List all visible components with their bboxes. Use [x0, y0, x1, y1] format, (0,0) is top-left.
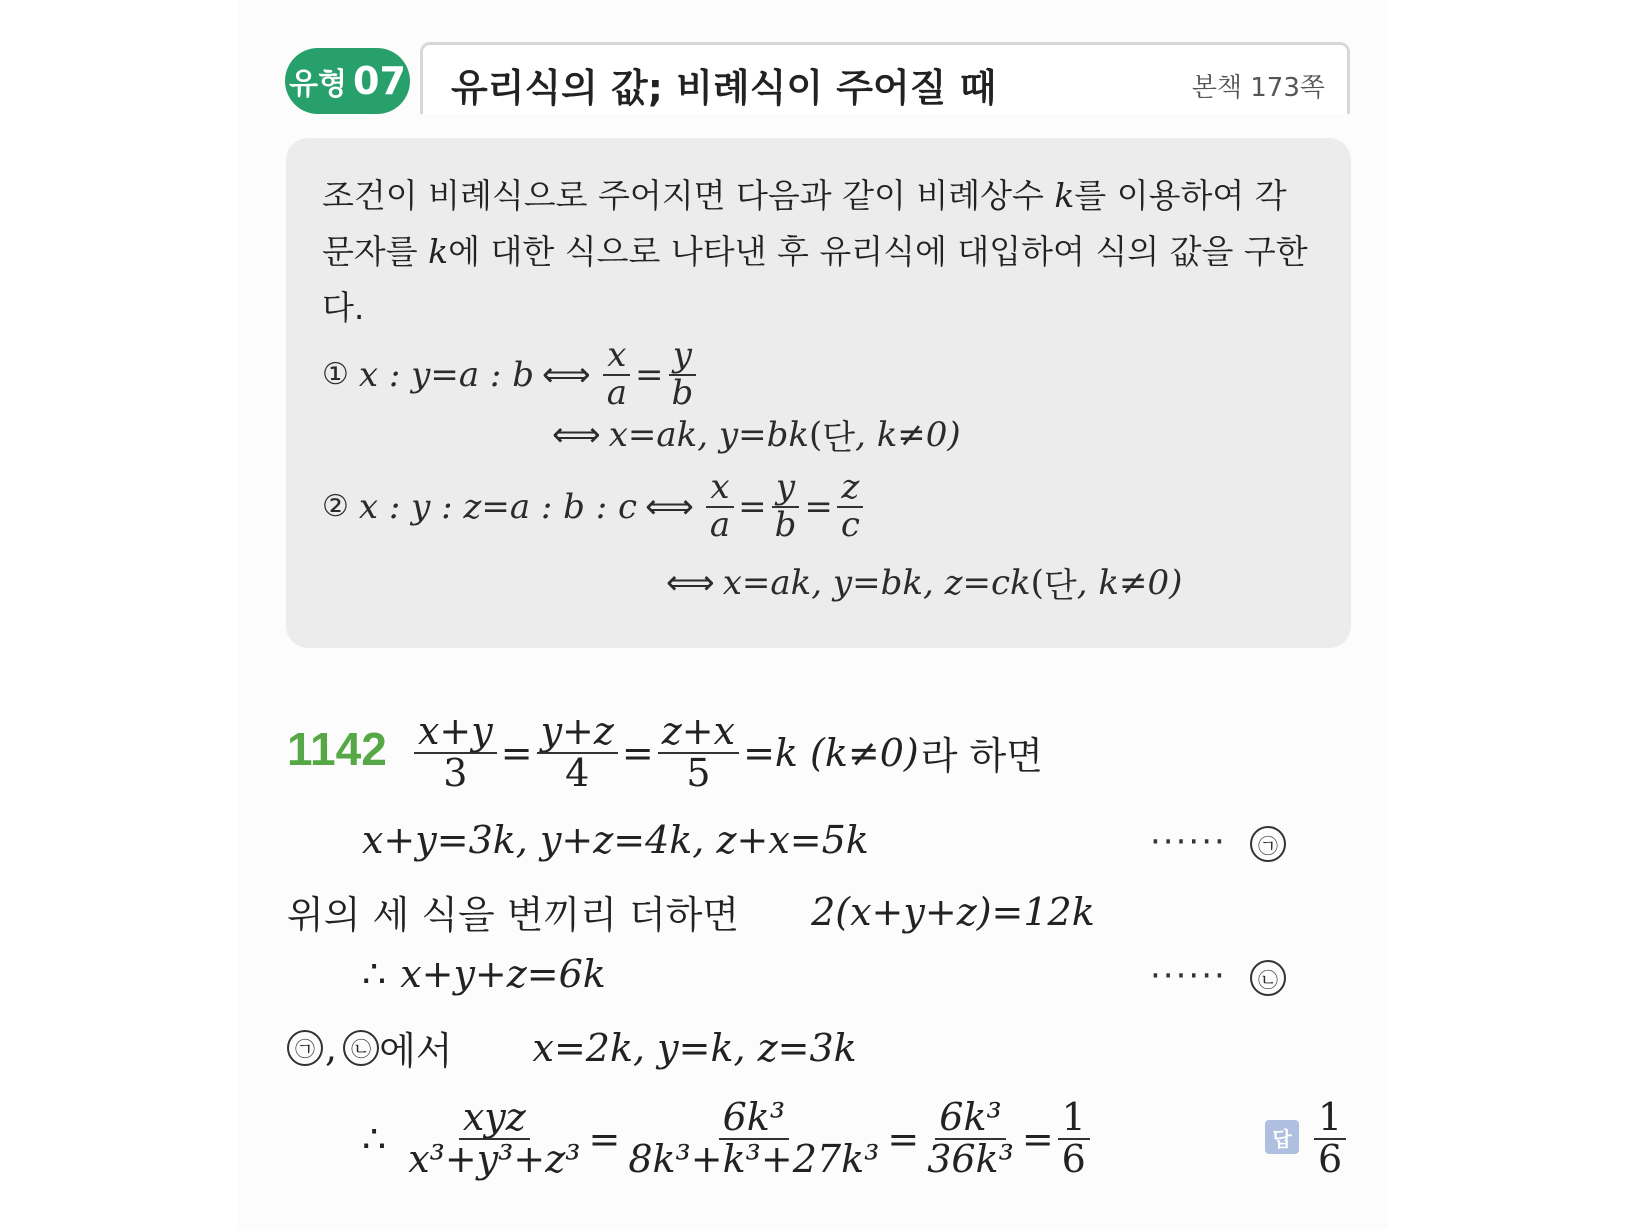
concept-description: [322, 168, 1322, 336]
solution-line-3-math: x+y+z=6k: [400, 952, 606, 996]
type-badge: [285, 48, 410, 114]
equals-sign: =: [634, 354, 664, 395]
marker-ref-2: ㉡: [343, 1030, 379, 1066]
rule1-cond-label: 단: [822, 418, 856, 458]
problem-equals-k: =k (k≠0): [743, 730, 919, 775]
problem-number: 1142: [287, 723, 387, 775]
dots-leader-2: ······: [1150, 956, 1227, 996]
section-title: 유리식의 값; 비례식이 주어질 때: [451, 66, 997, 110]
equals-sign: =: [621, 730, 654, 775]
solution-line-1: x+y=3k, y+z=4k, z+x=5k: [362, 818, 869, 862]
equivalence-arrow-icon: ⟺: [666, 562, 715, 603]
concept-text-b: 를 이용하여 각 문자를: [322, 176, 1287, 271]
page-reference: 본책 173쪽: [1191, 73, 1325, 103]
solution-line-4-math: x=2k, y=k, z=3k: [532, 1025, 857, 1070]
solution-line-4: [287, 1020, 857, 1075]
rule2-fraction-3: $\frac{z}{c}$: [837, 470, 864, 543]
type-badge-word: 유형: [289, 67, 348, 102]
final-fraction-1: $\frac{\text{xyz}}{\text{x³+y³+z³}}$: [408, 1095, 581, 1181]
final-fraction-2: $\frac{\text{6k³}}{\text{8k³+k³+27k³}}$: [628, 1095, 880, 1181]
equals-sign: =: [887, 1116, 920, 1161]
marker-ref-1: ㉠: [287, 1030, 323, 1066]
problem-statement: [410, 709, 1043, 795]
equivalence-arrow-icon: ⟺: [541, 354, 591, 395]
equals-sign: =: [500, 730, 533, 775]
solution-line-2-math: 2(x+y+z)=12k: [811, 889, 1095, 934]
equals-sign: =: [588, 1116, 621, 1161]
rule2-line2: [658, 558, 1182, 607]
rule1-fraction-2: $\frac{y}{b}$: [667, 338, 697, 411]
concept-box: [286, 138, 1351, 648]
equals-sign: =: [804, 486, 833, 527]
marker-1: ㉠: [1250, 826, 1286, 862]
rule1-line2: [544, 410, 961, 459]
rule1-lhs: x : y=a : b: [358, 354, 534, 395]
equals-sign: =: [738, 486, 767, 527]
problem-fraction-3: $\frac{z+x}{5}$: [658, 712, 739, 794]
final-fraction-3: $\frac{\text{6k³}}{\text{36k³}}$: [927, 1095, 1014, 1181]
solution-line-5: [362, 1095, 1094, 1181]
solution-line-3: [362, 952, 606, 996]
rule2-line1: [322, 467, 868, 545]
answer-icon: 답: [1265, 1120, 1299, 1154]
rule2-lhs: x : y : z=a : b : c: [358, 486, 638, 527]
rule1-fraction-1: $\frac{x}{a}$: [603, 338, 631, 411]
problem-fraction-1: $\frac{x+y}{3}$: [414, 712, 497, 794]
solution-line-4-text: 에서: [379, 1029, 453, 1073]
equivalence-arrow-icon: ⟺: [552, 414, 601, 455]
solution-line-2: [287, 884, 1095, 939]
therefore-sign: ∴: [362, 952, 387, 996]
rule1-cond-rest: , k≠0): [855, 414, 961, 455]
concept-text-c: 에 대한 식으로 나타낸 후 유리식에 대입하여 식의 값을 구한다.: [322, 232, 1308, 327]
type-badge-number: 07: [353, 59, 406, 103]
final-fraction-4: $\frac{1}{6}$: [1058, 1098, 1090, 1180]
concept-text-a: 조건이 비례식으로 주어지면 다음과 같이 비례상수: [322, 176, 1055, 215]
rule1-number: ①: [322, 357, 349, 393]
answer: [1310, 1095, 1350, 1181]
rule1-cond-open: (: [808, 414, 823, 455]
rule2-fraction-1: $\frac{x}{a}$: [706, 470, 734, 543]
title-box: [420, 42, 1350, 114]
rule1-line1: [322, 335, 701, 413]
problem-fraction-2: $\frac{y+z}{4}$: [537, 712, 618, 794]
concept-var-k-2: k: [428, 232, 449, 271]
rule2-fraction-2: $\frac{y}{b}$: [771, 470, 801, 543]
rule2-cond-rest: , k≠0): [1076, 562, 1183, 603]
concept-var-k: k: [1054, 176, 1075, 215]
marker-separator: ,: [325, 1025, 338, 1070]
equals-sign: =: [1021, 1116, 1054, 1161]
rule2-cond-label: 단: [1043, 566, 1077, 606]
problem-tail: 라 하면: [920, 734, 1043, 779]
rule2-cond-open: (: [1030, 562, 1044, 603]
answer-fraction: $\frac{1}{6}$: [1314, 1098, 1346, 1180]
equivalence-arrow-icon: ⟺: [645, 486, 694, 527]
rule1-result: x=ak, y=bk: [608, 414, 809, 455]
therefore-sign-2: ∴: [362, 1116, 387, 1161]
dots-leader-1: ······: [1150, 822, 1227, 862]
rule2-result: x=ak, y=bk, z=ck: [722, 562, 1031, 603]
rule2-number: ②: [322, 489, 349, 525]
solution-line-2-text: 위의 세 식을 변끼리 더하면: [287, 893, 740, 937]
marker-2: ㉡: [1250, 960, 1286, 996]
